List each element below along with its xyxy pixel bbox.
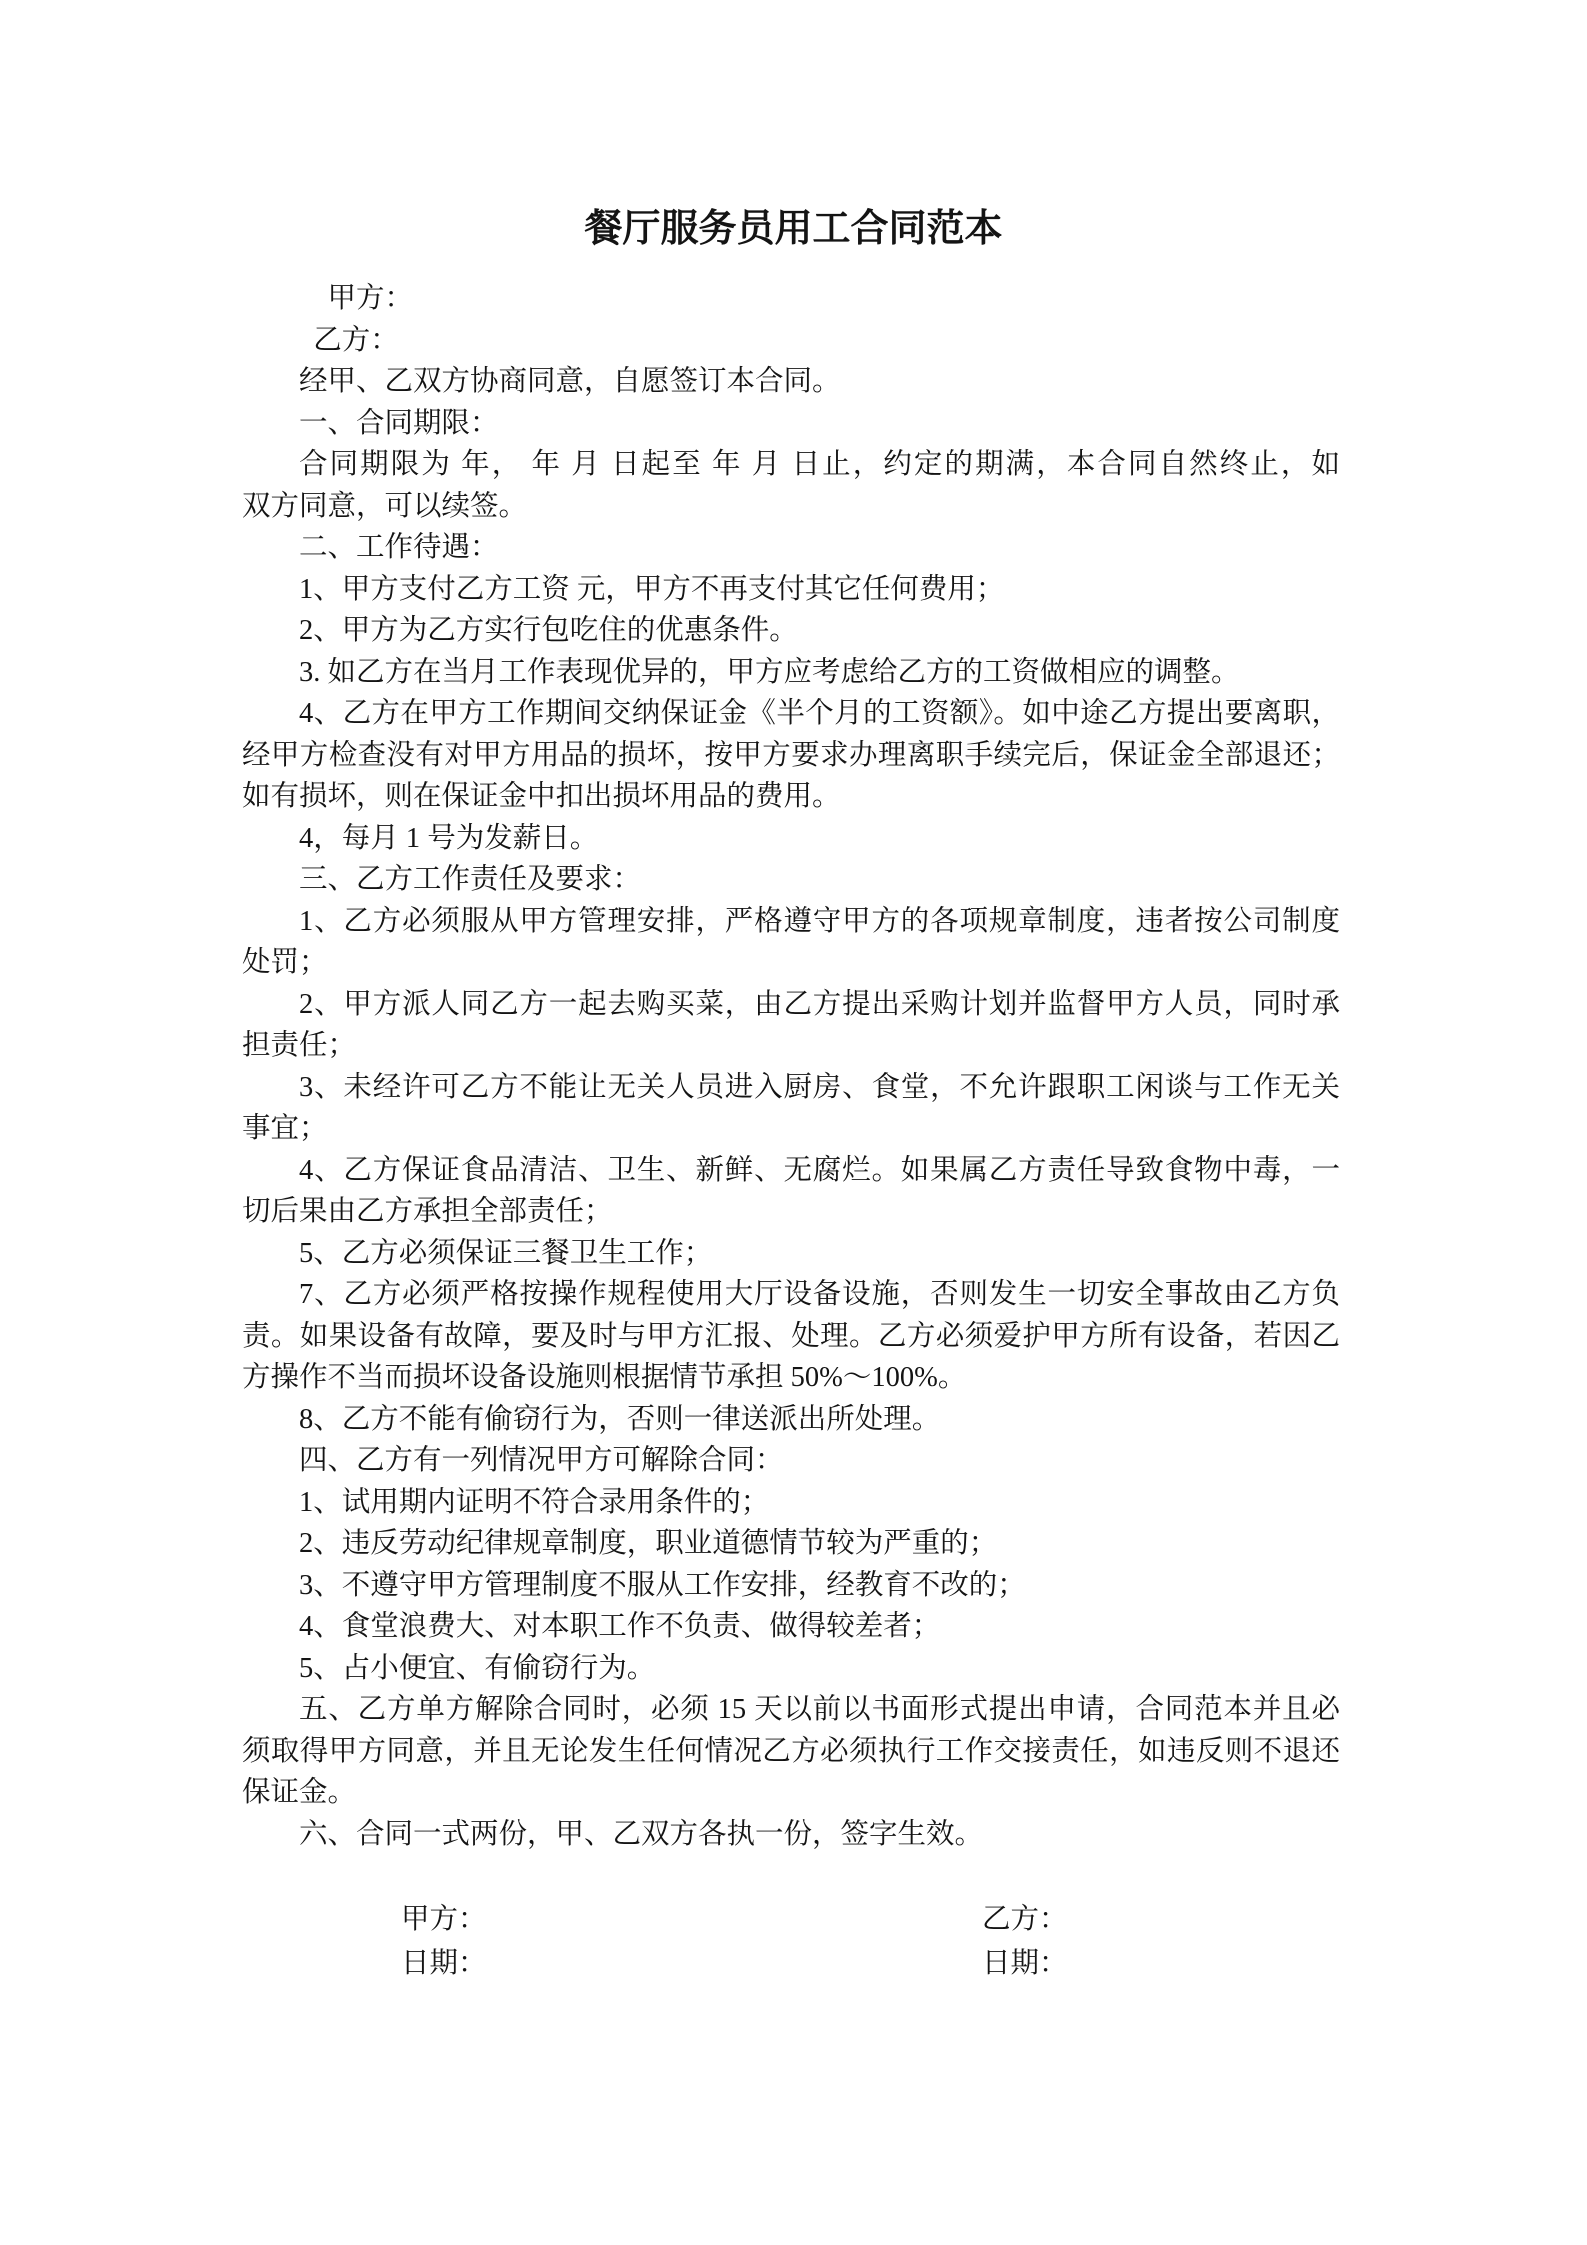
party-a-signature-label: 甲方： — [401, 1904, 487, 1935]
text-line: 2、甲方派人同乙方一起去购买菜，由乙方提出采购计划并监督甲方人员，同时承 — [299, 988, 1340, 1020]
text-line: 二、工作待遇： — [299, 532, 499, 563]
text-line: 8、乙方不能有偷窃行为，否则一律送派出所处理。 — [299, 1403, 941, 1435]
text-line: 经甲、乙双方协商同意，自愿签订本合同。 — [299, 366, 841, 397]
text-line: 保证金。 — [242, 1777, 357, 1808]
text-line: 4、食堂浪费大、对本职工作不负责、做得较差者； — [299, 1611, 941, 1642]
text-line: 乙方： — [313, 324, 399, 356]
text-line: 四、乙方有一列情况甲方可解除合同： — [299, 1445, 784, 1476]
text-line: 三、乙方工作责任及要求： — [299, 864, 642, 895]
party-a-date-label: 日期： — [401, 1948, 487, 1979]
signature-row-dates — [242, 1942, 1587, 1986]
text-line: 7、乙方必须严格按操作规程使用大厅设备设施，否则发生一切安全事故由乙方负 — [299, 1279, 1340, 1310]
text-line: 5、乙方必须保证三餐卫生工作； — [299, 1237, 713, 1269]
text-line: 2、违反劳动纪律规章制度，职业道德情节较为严重的； — [299, 1528, 998, 1559]
document-body — [242, 278, 1340, 1855]
text-line: 4、乙方保证食品清洁、卫生、新鲜、无腐烂。如果属乙方责任导致食物中毒，一 — [299, 1154, 1340, 1186]
text-line: 须取得甲方同意，并且无论发生任何情况乙方必须执行工作交接责任，如违反则不退还 — [242, 1735, 1340, 1767]
text-line: 一、合同期限： — [299, 407, 499, 439]
text-line: 双方同意，可以续签。 — [242, 490, 528, 522]
text-line: 3. 如乙方在当月工作表现优异的，甲方应考虑给乙方的工资做相应的调整。 — [299, 656, 1240, 688]
text-line: 五、乙方单方解除合同时，必须 15 天以前以书面形式提出申请，合同范本并且必 — [299, 1694, 1340, 1725]
party-b-date-label: 日期： — [982, 1948, 1068, 1979]
text-line: 处罚； — [242, 947, 328, 978]
text-line: 如有损坏，则在保证金中扣出损坏用品的费用。 — [242, 781, 841, 812]
signature-row-parties — [242, 1898, 1587, 1942]
text-line: 切后果由乙方承担全部责任； — [242, 1196, 613, 1227]
signature-block — [242, 1898, 1587, 1986]
text-line: 1、甲方支付乙方工资 元，甲方不再支付其它任何费用； — [299, 573, 1005, 605]
text-line: 合同期限为 年， 年 月 日起至 年 月 日止，约定的期满，本合同自然终止，如 — [299, 449, 1340, 480]
text-line: 六、合同一式两份，甲、乙双方各执一份，签字生效。 — [299, 1818, 984, 1850]
text-line: 4、乙方在甲方工作期间交纳保证金《半个月的工资额》。如中途乙方提出要离职， — [299, 698, 1340, 729]
text-line: 3、不遵守甲方管理制度不服从工作安排，经教育不改的； — [299, 1569, 1026, 1601]
text-line: 方操作不当而损坏设备设施则根据情节承担 50%～100%。 — [242, 1362, 967, 1393]
text-line: 3、未经许可乙方不能让无关人员进入厨房、食堂，不允许跟职工闲谈与工作无关 — [299, 1071, 1340, 1103]
text-line: 1、试用期内证明不符合录用条件的； — [299, 1486, 770, 1518]
text-line: 事宜； — [242, 1113, 328, 1144]
text-line: 甲方： — [327, 283, 414, 314]
text-line: 4，每月 1 号为发薪日。 — [299, 822, 599, 854]
text-line: 责。如果设备有故障，要及时与甲方汇报、处理。乙方必须爱护甲方所有设备，若因乙 — [242, 1320, 1340, 1352]
document-title: 餐厅服务员用工合同范本 — [584, 208, 1003, 250]
text-line: 经甲方检查没有对甲方用品的损坏，按甲方要求办理离职手续完后，保证金全部退还； — [242, 739, 1340, 771]
party-b-signature-label: 乙方： — [982, 1904, 1068, 1935]
text-line: 担责任； — [242, 1030, 357, 1061]
text-line: 5、占小便宜、有偷窃行为。 — [299, 1652, 656, 1684]
text-line: 1、乙方必须服从甲方管理安排，严格遵守甲方的各项规章制度，违者按公司制度 — [299, 905, 1340, 937]
text-line: 2、甲方为乙方实行包吃住的优惠条件。 — [299, 615, 798, 646]
